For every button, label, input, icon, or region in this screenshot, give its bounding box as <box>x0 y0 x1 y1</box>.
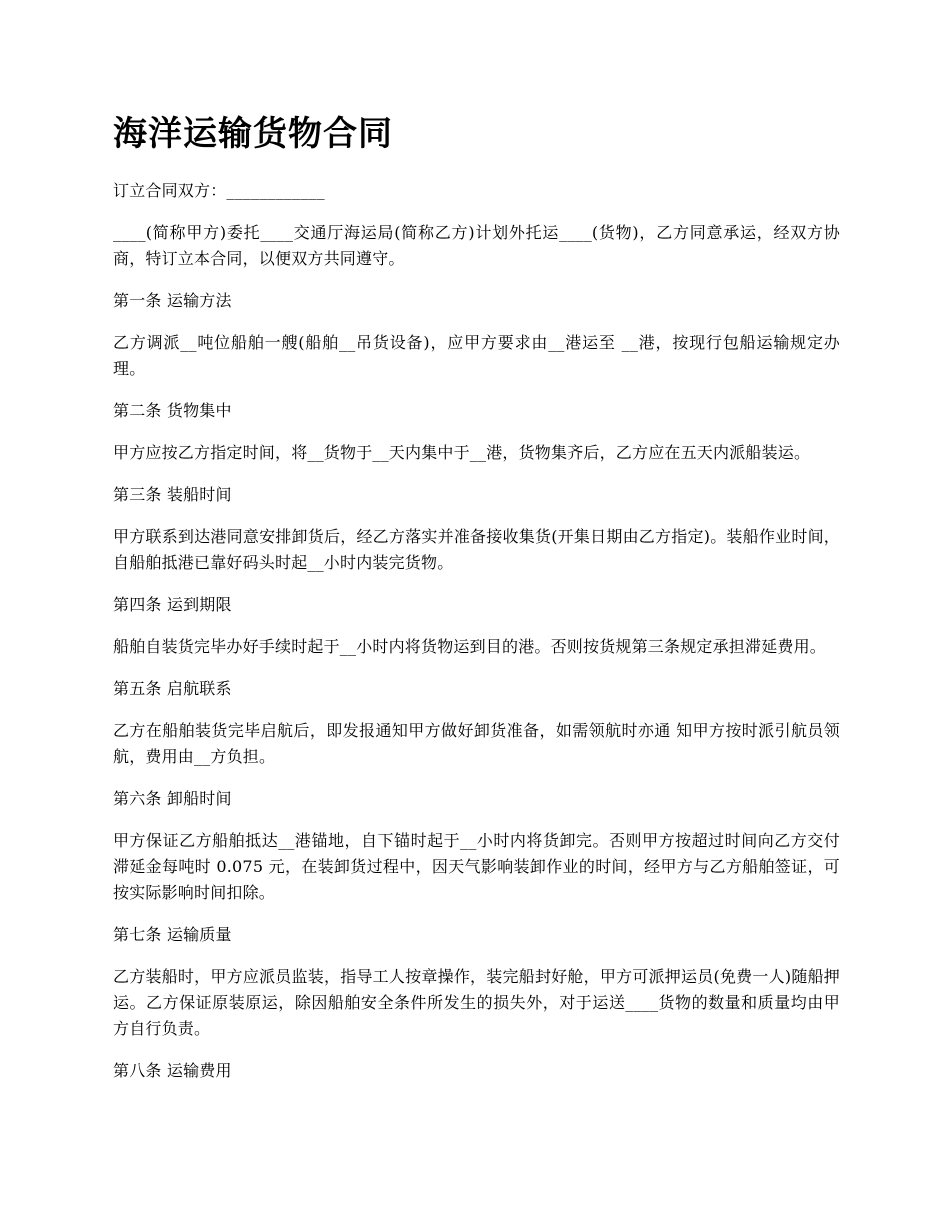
parties-line: 订立合同双方：____________ <box>113 181 325 200</box>
section-body-6: 甲方保证乙方船舶抵达__港锚地，自下锚时起于__小时内将货卸完。否则甲方按超过时间向乙方交付滞延金每吨时 0.075 元，在装卸货过程中，因天气影响装卸作业的时间，经甲方与乙方船舶签证，可按实际影响时间扣除。 <box>113 831 840 902</box>
section-heading-7: 第七条 运输质量 <box>113 925 232 944</box>
document-page <box>113 108 840 1100</box>
section-heading-2: 第二条 货物集中 <box>113 401 232 420</box>
intro-paragraph: ____(简称甲方)委托____交通厅海运局(简称乙方)计划外托运____(货物)，乙方同意承运，经双方协商，特订立本合同，以便双方共同遵守。 <box>113 223 840 268</box>
section-heading-8: 第八条 运输费用 <box>113 1061 232 1080</box>
section-body-2: 甲方应按乙方指定时间，将__货物于__天内集中于__港，货物集齐后，乙方应在五天内派船装运。 <box>113 443 811 462</box>
section-heading-4: 第四条 运到期限 <box>113 595 232 614</box>
section-body-4: 船舶自装货完毕办好手续时起于__小时内将货物运到目的港。否则按货规第三条规定承担滞延费用。 <box>113 637 827 656</box>
section-heading-1: 第一条 运输方法 <box>113 291 232 310</box>
section-body-7: 乙方装船时，甲方应派员监装，指导工人按章操作，装完船封好舱，甲方可派押运员(免费一人)随船押运。乙方保证原装原运，除因船舶安全条件所发生的损失外，对于运送____货物的数量和质量均由甲方自行负责。 <box>113 967 840 1038</box>
section-body-3: 甲方联系到达港同意安排卸货后，经乙方落实并准备接收集货(开集日期由乙方指定)。装船作业时间，自船舶抵港已靠好码头时起__小时内装完货物。 <box>113 527 840 572</box>
section-body-1: 乙方调派__吨位船舶一艘(船舶__吊货设备)，应甲方要求由__港运至 __港，按现行包船运输规定办理。 <box>113 333 840 378</box>
section-heading-5: 第五条 启航联系 <box>113 679 232 698</box>
section-heading-3: 第三条 装船时间 <box>113 485 232 504</box>
section-body-5: 乙方在船舶装货完毕启航后，即发报通知甲方做好卸货准备，如需领航时亦通 知甲方按时派引航员领航，费用由__方负担。 <box>113 721 840 766</box>
section-heading-6: 第六条 卸船时间 <box>113 789 232 808</box>
document-title: 海洋运输货物合同 <box>113 114 393 154</box>
